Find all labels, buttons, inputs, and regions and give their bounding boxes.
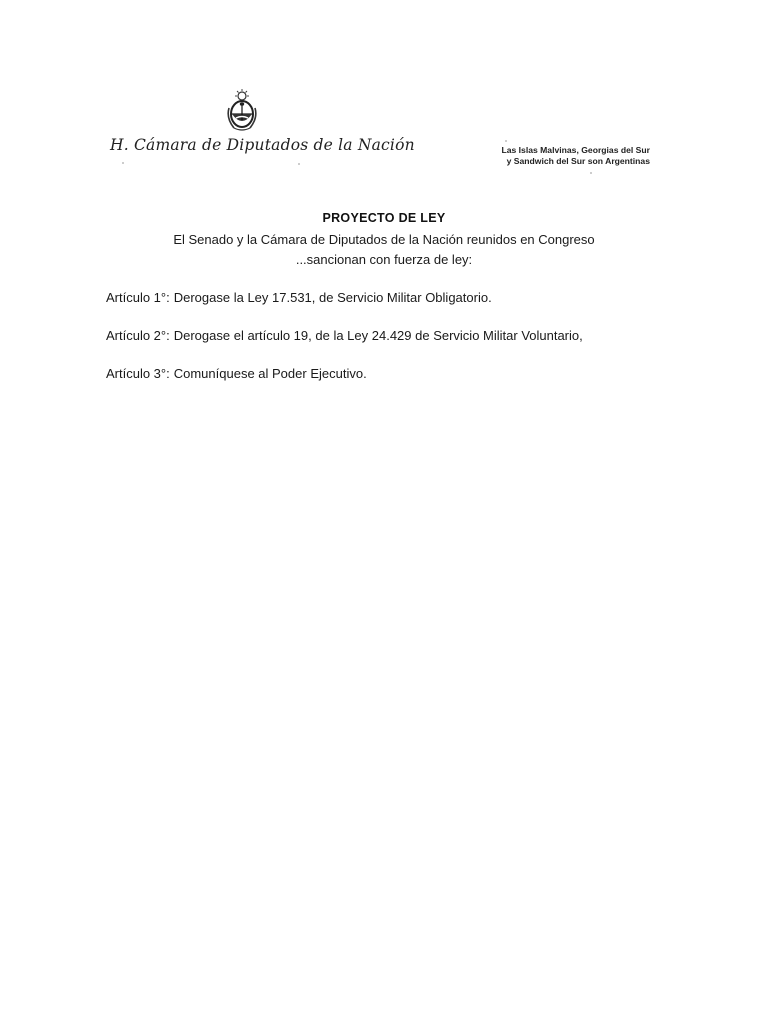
article-text: Derogase el artículo 19, de la Ley 24.429 de Servicio Militar Voluntario, <box>173 328 583 343</box>
malvinas-motto <box>484 145 650 167</box>
motto-line-2: y Sandwich del Sur son Argentinas <box>506 156 650 166</box>
argentine-coat-of-arms-icon <box>224 88 260 134</box>
article-text: Derogase la Ley 17.531, de Servicio Militar Obligatorio. <box>173 290 492 305</box>
chamber-name: H. Cámara de Diputados de la Nación <box>110 136 415 154</box>
article-label: Artículo 1°: <box>106 290 170 305</box>
preamble-line-2: ...sancionan con fuerza de ley: <box>295 252 473 267</box>
article-label: Artículo 3°: <box>106 366 170 381</box>
document-title: PROYECTO DE LEY <box>322 211 446 225</box>
article-label: Artículo 2°: <box>106 328 170 343</box>
scan-speck <box>505 140 507 142</box>
motto-line-1: Las Islas Malvinas, Georgias del Sur <box>501 145 650 155</box>
article-text: Comuníquese al Poder Ejecutivo. <box>173 366 367 381</box>
preamble-line-1: El Senado y la Cámara de Diputados de la Nación reunidos en Congreso <box>173 232 595 247</box>
scan-speck <box>298 163 300 165</box>
scan-speck <box>590 172 592 174</box>
scan-speck <box>122 162 124 164</box>
article-2 <box>106 328 583 343</box>
article-1 <box>106 290 492 305</box>
article-3 <box>106 366 367 381</box>
